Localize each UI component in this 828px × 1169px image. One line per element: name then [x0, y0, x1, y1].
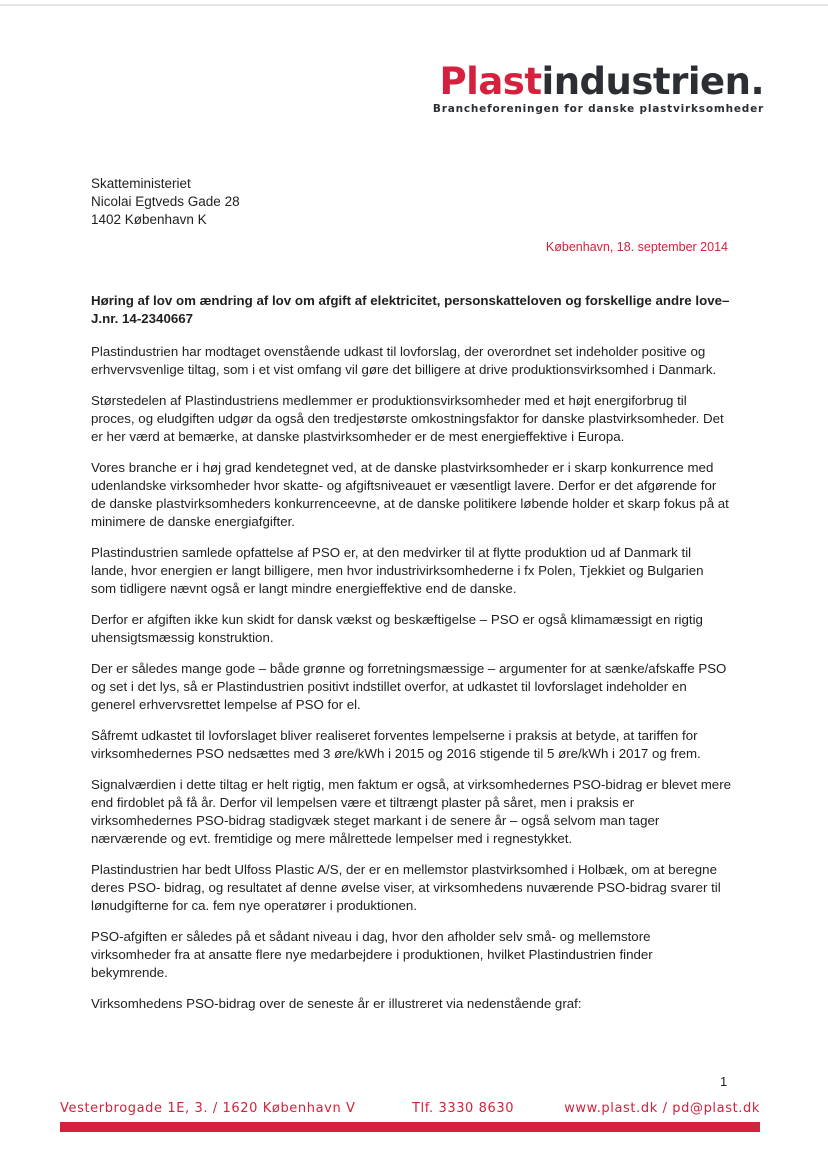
paragraph-line: virksomheder fra at ansatte flere nye medarbejdere i produktionen, hvilket Plastindustrien finder — [91, 947, 653, 962]
logo-part-industrien: industrien. — [541, 60, 764, 103]
paragraph-line: Plastindustrien har modtaget ovenstående udkast til lovforslag, der overordnet set indeholder positive og — [91, 344, 706, 359]
paragraph-line: deres PSO- bidrag, og resultatet af denne øvelse viser, at virksomhedens nuværende PSO-bidrag svarer til — [91, 880, 721, 895]
paragraph-line: generel erhvervsrettet lempelse af PSO for el. — [91, 697, 361, 712]
paragraph — [91, 392, 736, 446]
paragraph-line: virksomhedernes PSO-bidrag stadigvæk steget markant i de senere år – også selvom man tager — [91, 813, 660, 828]
paragraph-line: udenlandske virksomheder hvor skatte- og afgiftsniveauet er væsentligt lavere. Derfor er det afgørende for — [91, 478, 717, 493]
letter-body — [91, 292, 736, 1026]
paragraph-line: Vores branche er i høj grad kendetegnet ved, at de danske plastvirksomheder er i skarp konkurrence med — [91, 460, 714, 475]
paragraph — [91, 544, 736, 598]
letter-title — [91, 292, 736, 328]
paragraph — [91, 343, 736, 379]
paragraph-line: lønudgifterne for ca. fem nye operatører i produktionen. — [91, 898, 417, 913]
paragraph-line: bekymrende. — [91, 965, 168, 980]
paragraph — [91, 727, 736, 763]
paragraph-line: Signalværdien i dette tiltag er helt rigtig, men faktum er også, at virksomhedernes PSO-bidrag er blevet mere — [91, 777, 732, 792]
paragraph — [91, 861, 736, 915]
paragraph — [91, 660, 736, 714]
scan-edge — [0, 4, 828, 6]
paragraph-line: virksomhedernes PSO nedsættes med 3 øre/kWh i 2015 og 2016 stigende til 5 øre/kWh i 2017 og frem. — [91, 746, 701, 761]
footer-phone: Tlf. 3330 8630 — [412, 1101, 515, 1116]
paragraph-line: Såfremt udkastet til lovforslaget bliver realiseret forventes lempelserne i praksis at betyde, at tariffen for — [91, 728, 698, 743]
logo-wordmark — [433, 62, 764, 102]
footer-red-bar — [60, 1122, 760, 1132]
paragraph — [91, 611, 736, 647]
footer-address: Vesterbrogade 1E, 3. / 1620 København V — [60, 1101, 356, 1116]
paragraph-line: uhensigtsmæssig konstruktion. — [91, 630, 274, 645]
footer-web: www.plast.dk / pd@plast.dk — [564, 1101, 760, 1116]
paragraph-line: Plastindustrien har bedt Ulfoss Plastic A/S, der er en mellemstor plastvirksomhed i Holbæk, om at beregne — [91, 862, 717, 877]
letter-date: København, 18. september 2014 — [545, 240, 728, 254]
logo — [433, 62, 764, 115]
recipient-address — [91, 175, 240, 229]
paragraph-line: PSO-afgiften er således på et sådant niveau i dag, hvor den afholder selv små- og mellemstore — [91, 929, 651, 944]
paragraph — [91, 928, 736, 982]
address-line: Skatteministeriet — [91, 176, 191, 191]
paragraph-line: Derfor er afgiften ikke kun skidt for dansk vækst og beskæftigelse – PSO er også klimamæssigt en rigtig — [91, 612, 703, 627]
title-line: J.nr. 14-2340667 — [91, 311, 194, 326]
paragraph-line: proces, og eludgiften udgør da også den tredjestørste omkostningsfaktor for danske plastvirksomheder. Det — [91, 411, 724, 426]
paragraph-line: Virksomhedens PSO-bidrag over de seneste år er illustreret via nedenstående graf: — [91, 996, 582, 1011]
address-line: 1402 København K — [91, 212, 207, 227]
paragraph-line: end firdoblet på få år. Derfor vil lempelsen være et tiltrængt plaster på såret, men i praksis er — [91, 795, 635, 810]
paragraph-line: nærværende og evt. fremtidige og mere målrettede lempelser med i regnestykket. — [91, 831, 573, 846]
paragraph-line: de danske plastvirksomheders konkurrenceevne, at de danske politikere løbende holder et skarp fokus på at — [91, 496, 729, 511]
paragraph — [91, 995, 736, 1013]
paragraph — [91, 459, 736, 531]
paragraph-line: Størstedelen af Plastindustriens medlemmer er produktionsvirksomheder med et højt energiforbrug til — [91, 393, 687, 408]
logo-tagline: Brancheforeningen for danske plastvirksomheder — [432, 103, 764, 115]
logo-part-plast: Plast — [439, 60, 542, 103]
paragraph-line: Der er således mange gode – både grønne og forretningsmæssige – argumenter for at sænke/afskaffe PSO — [91, 661, 727, 676]
page-number: 1 — [720, 1074, 728, 1089]
paragraph — [91, 776, 736, 848]
paragraphs — [91, 343, 736, 1013]
address-line: Nicolai Egtveds Gade 28 — [91, 194, 240, 209]
paragraph-line: lande, hvor energien er langt billigere, men hvor industrivirksomhederne i fx Polen, Tjekkiet og Bulgarien — [91, 563, 704, 578]
paragraph-line: erhvervsvenlige tiltag, som i et vist omfang vil gøre det billigere at drive produktionsvirksomhed i Danmark. — [91, 362, 717, 377]
title-line: Høring af lov om ændring af lov om afgift af elektricitet, personskatteloven og forskellige andre love– — [91, 293, 730, 308]
paragraph-line: som tidligere nævnt også er langt mindre energieffektive end de danske. — [91, 581, 517, 596]
paragraph-line: er her værd at bemærke, at danske plastvirksomheder er de mest energieffektive i Europa. — [91, 429, 625, 444]
paragraph-line: Plastindustrien samlede opfattelse af PSO er, at den medvirker til at flytte produktion ud af Danmark til — [91, 545, 692, 560]
paragraph-line: og set i det lys, så er Plastindustrien positivt indstillet overfor, at udkastet til lovforslaget indeholder en — [91, 679, 687, 694]
paragraph-line: minimere de danske energiafgifter. — [91, 514, 295, 529]
